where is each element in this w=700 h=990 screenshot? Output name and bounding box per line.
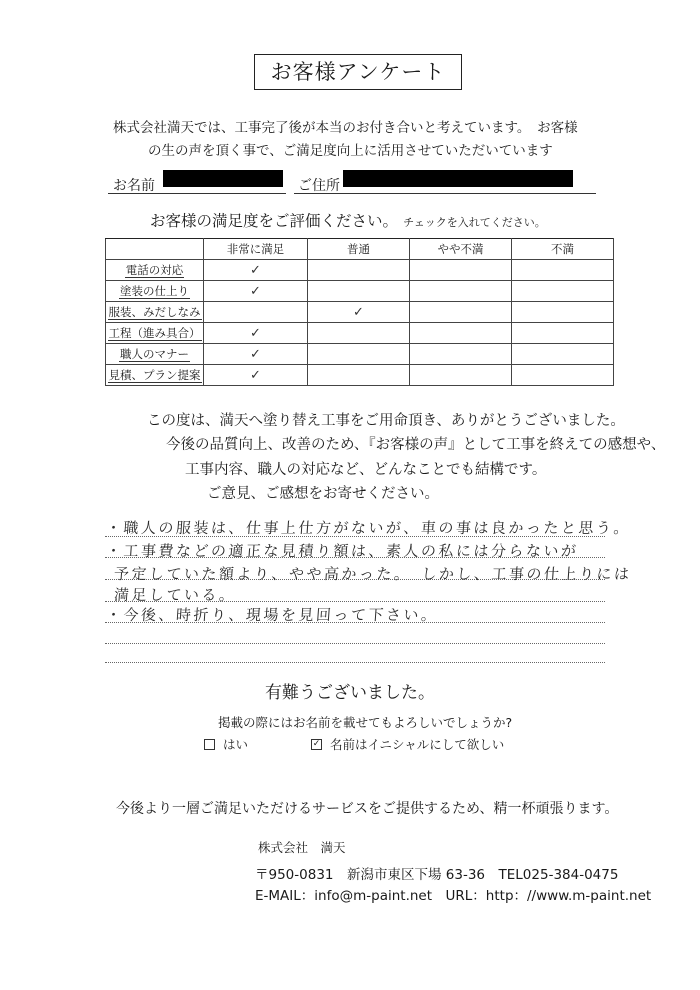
empty-cell — [308, 365, 410, 386]
row-label: 電話の対応 — [106, 260, 204, 281]
checkbox-yes[interactable] — [204, 739, 215, 750]
company-web: E-MAIL：info@m-paint.net URL：http：//www.m-paint.net — [255, 888, 652, 904]
empty-cell — [308, 344, 410, 365]
table-row — [106, 323, 614, 344]
comment-line-1: ・職人の服装は、仕事上仕方がないが、車の事は良かったと思う。 — [105, 519, 632, 537]
empty-cell — [512, 281, 614, 302]
survey-title: お客様アンケート — [254, 54, 462, 90]
name-underline — [108, 193, 286, 194]
checkmark-cell: ✓ — [204, 323, 308, 344]
table-row — [106, 365, 614, 386]
row-label: 工程（進み具合） — [106, 323, 204, 344]
row-label: 見積、プラン提案 — [106, 365, 204, 386]
empty-cell — [410, 365, 512, 386]
option-yes-label: はい — [223, 737, 249, 752]
table-row — [106, 344, 614, 365]
address-label: ご住所 — [298, 178, 340, 194]
empty-cell — [512, 302, 614, 323]
empty-cell — [410, 260, 512, 281]
satisfaction-heading: お客様の満足度をご評価ください。 — [150, 212, 399, 230]
empty-cell — [308, 281, 410, 302]
header-neutral: 普通 — [308, 239, 410, 260]
empty-cell — [410, 344, 512, 365]
comment-rule — [105, 643, 605, 644]
checkmark-cell: ✓ — [204, 365, 308, 386]
empty-cell — [512, 344, 614, 365]
row-label: 塗装の仕上り — [106, 281, 204, 302]
satisfaction-heading-row — [150, 209, 546, 231]
address-underline — [294, 193, 596, 194]
comment-line-5: ・今後、時折り、現場を見回って下さい。 — [105, 606, 440, 624]
option-initial[interactable] — [311, 735, 504, 753]
comment-line-2: ・工事費などの適正な見積り額は、素人の私には分らないが — [105, 542, 580, 560]
address-redaction — [343, 170, 573, 187]
empty-cell — [410, 281, 512, 302]
comment-line-4: 満足している。 — [113, 586, 238, 604]
intro-line-1: 株式会社満天では、工事完了後が本当のお付き合いと考えています。 お客様 — [113, 120, 578, 136]
name-redaction — [163, 170, 283, 187]
message-line-2: 今後の品質向上、改善のため、『お客様の声』として工事を終えての感想や、 — [166, 437, 666, 453]
checkmark-cell: ✓ — [308, 302, 410, 323]
checkmark-cell: ✓ — [204, 344, 308, 365]
option-yes[interactable] — [204, 735, 248, 753]
empty-cell — [512, 260, 614, 281]
checkbox-initial[interactable]: ✓ — [312, 739, 321, 749]
satisfaction-table — [105, 238, 614, 386]
header-blank — [106, 239, 204, 260]
header-dissatisfied: 不満 — [512, 239, 614, 260]
company-address: 〒950-0831 新潟市東区下場 63-36 TEL025-384-0475 — [255, 867, 619, 883]
table-row — [106, 302, 614, 323]
closing-text: 今後より一層ご満足いただけるサービスをご提供するため、精一杯頑張ります。 — [116, 801, 619, 817]
satisfaction-hint: チェックを入れてください。 — [403, 216, 546, 229]
name-label: お名前 — [113, 178, 155, 194]
table-header-row — [106, 239, 614, 260]
empty-cell — [410, 323, 512, 344]
comment-rule — [105, 662, 605, 663]
empty-cell — [410, 302, 512, 323]
empty-cell — [512, 323, 614, 344]
thanks-text: 有難うございました。 — [265, 683, 435, 703]
intro-line-2: の生の声を頂く事で、ご満足度向上に活用させていただいています — [148, 143, 553, 159]
option-initial-label: 名前はイニシャルにして欲しい — [330, 737, 505, 752]
checkmark-cell: ✓ — [204, 281, 308, 302]
company-name: 株式会社 満天 — [258, 840, 346, 855]
table-row — [106, 281, 614, 302]
empty-cell — [308, 260, 410, 281]
empty-cell — [512, 365, 614, 386]
empty-cell — [204, 302, 308, 323]
comment-line-3: 予定していた額より、やや高かった。 しかし、工事の仕上りには — [113, 565, 633, 583]
table-row — [106, 260, 614, 281]
empty-cell — [308, 323, 410, 344]
checkmark-cell: ✓ — [204, 260, 308, 281]
header-slightly-dissatisfied: やや不満 — [410, 239, 512, 260]
message-line-3: 工事内容、職人の対応など、どんなことでも結構です。 — [185, 462, 547, 478]
row-label: 職人のマナー — [106, 344, 204, 365]
message-line-4: ご意見、ご感想をお寄せください。 — [207, 486, 439, 502]
header-very-satisfied: 非常に満足 — [204, 239, 308, 260]
publish-question: 掲載の際にはお名前を載せてもよろしいでしょうか? — [218, 715, 513, 730]
message-line-1: この度は、満天へ塗り替え工事をご用命頂き、ありがとうございました。 — [147, 413, 625, 429]
row-label: 服装、みだしなみ — [106, 302, 204, 323]
